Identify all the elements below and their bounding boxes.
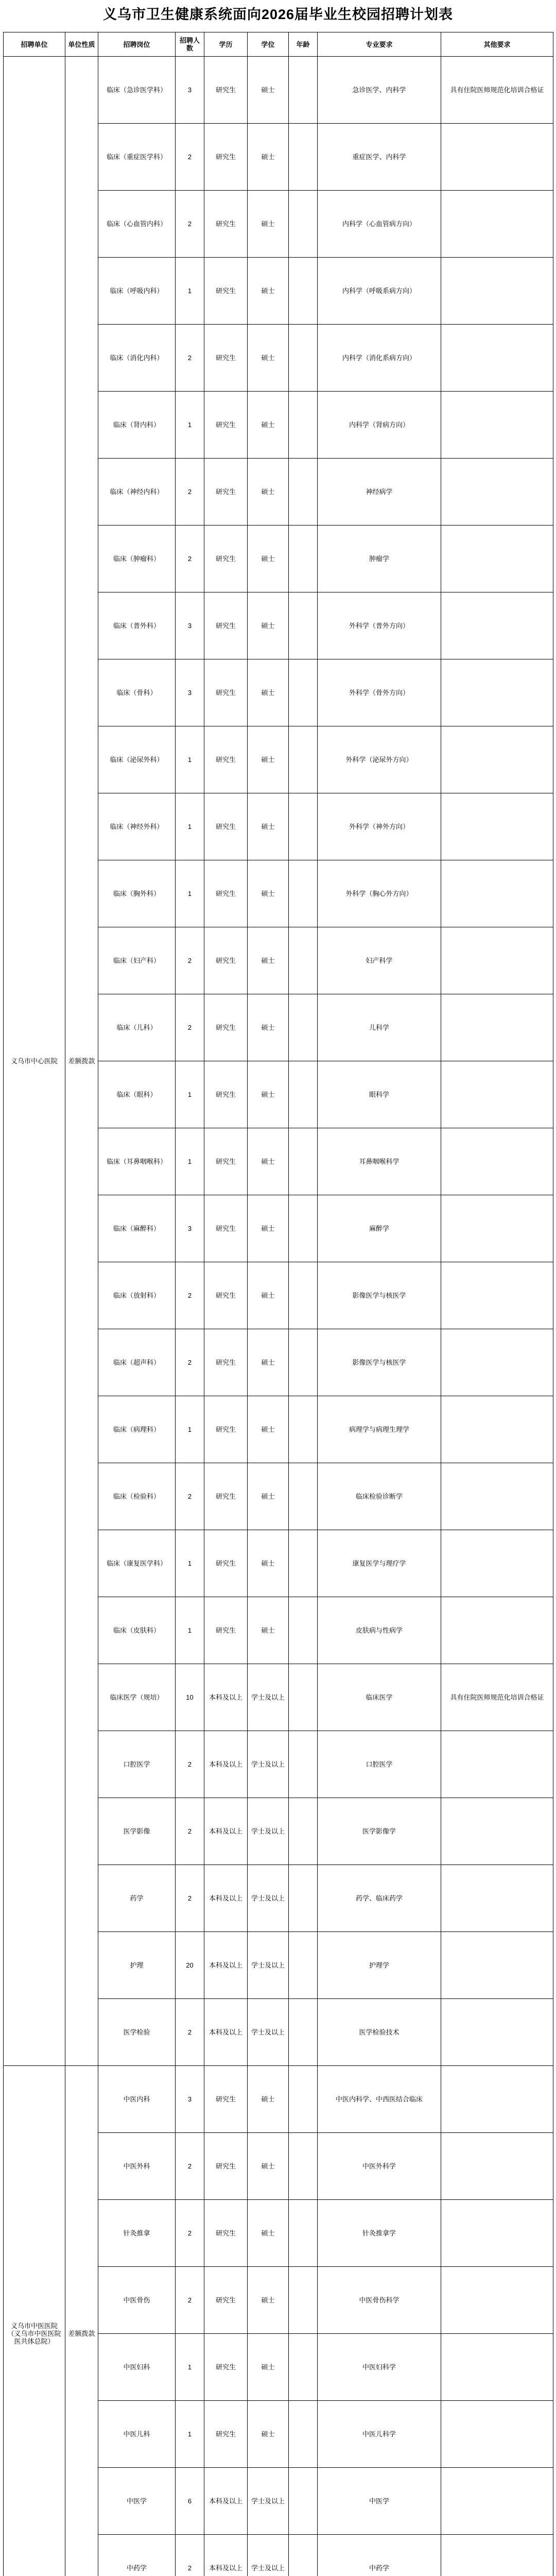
cell-major: 中医妇科学: [318, 2334, 441, 2401]
cell-count: 3: [176, 592, 204, 659]
cell-major: 妇产科学: [318, 927, 441, 994]
header-dept: 招聘岗位: [98, 32, 176, 57]
cell-unit: 义乌市中医医院（义乌市中医医院医共体总院）: [4, 2066, 65, 2576]
cell-edu: 本科及以上: [204, 1664, 248, 1731]
table-row: [4, 2066, 553, 2133]
header-unit: 招聘单位: [4, 32, 65, 57]
cell-req: [441, 2133, 553, 2200]
cell-edu: 研究生: [204, 1597, 248, 1664]
cell-major: 临床检验诊断学: [318, 1463, 441, 1530]
cell-degree: 硕士: [248, 1396, 289, 1463]
cell-edu: 研究生: [204, 191, 248, 258]
cell-count: 1: [176, 258, 204, 325]
cell-post: 中医妇科: [98, 2334, 176, 2401]
cell-degree: 学士及以上: [248, 1932, 289, 1999]
cell-degree: 硕士: [248, 191, 289, 258]
cell-degree: 硕士: [248, 2267, 289, 2334]
cell-edu: 研究生: [204, 459, 248, 526]
cell-edu: 研究生: [204, 793, 248, 860]
cell-age: [289, 2401, 318, 2468]
cell-count: 2: [176, 191, 204, 258]
cell-edu: 本科及以上: [204, 1932, 248, 1999]
cell-major: 药学、临床药学: [318, 1865, 441, 1932]
cell-edu: 研究生: [204, 1128, 248, 1195]
cell-req: [441, 1463, 553, 1530]
cell-major: 急诊医学、内科学: [318, 57, 441, 124]
cell-age: [289, 1128, 318, 1195]
header-other: 其他要求: [441, 32, 553, 57]
cell-age: [289, 2133, 318, 2200]
cell-count: 1: [176, 860, 204, 927]
cell-count: 20: [176, 1932, 204, 1999]
cell-post: 护理: [98, 1932, 176, 1999]
cell-req: [441, 2066, 553, 2133]
cell-edu: 研究生: [204, 2334, 248, 2401]
cell-unit-type: 差额拨款: [65, 57, 98, 2066]
cell-count: 2: [176, 1999, 204, 2066]
cell-age: [289, 325, 318, 392]
cell-major: 中医学: [318, 2468, 441, 2535]
cell-post: 临床（神经内科）: [98, 459, 176, 526]
cell-post: 临床（肿瘤科）: [98, 526, 176, 592]
cell-major: 护理学: [318, 1932, 441, 1999]
cell-edu: 研究生: [204, 592, 248, 659]
cell-unit-type: 差额拨款: [65, 2066, 98, 2576]
cell-age: [289, 2334, 318, 2401]
cell-req: [441, 927, 553, 994]
cell-count: 1: [176, 2334, 204, 2401]
cell-age: [289, 2066, 318, 2133]
cell-req: [441, 1128, 553, 1195]
cell-count: 2: [176, 2267, 204, 2334]
cell-major: 儿科学: [318, 994, 441, 1061]
cell-degree: 硕士: [248, 860, 289, 927]
cell-degree: 硕士: [248, 1463, 289, 1530]
cell-major: 医学检验技术: [318, 1999, 441, 2066]
cell-req: [441, 1932, 553, 1999]
cell-edu: 研究生: [204, 1329, 248, 1396]
cell-req: [441, 1195, 553, 1262]
cell-req: [441, 1798, 553, 1865]
cell-age: [289, 659, 318, 726]
cell-age: [289, 191, 318, 258]
cell-age: [289, 2468, 318, 2535]
cell-req: [441, 2468, 553, 2535]
cell-age: [289, 1664, 318, 1731]
cell-req: [441, 793, 553, 860]
cell-major: 耳鼻咽喉科学: [318, 1128, 441, 1195]
cell-major: 肿瘤学: [318, 526, 441, 592]
cell-count: 2: [176, 2535, 204, 2576]
cell-count: 1: [176, 2401, 204, 2468]
cell-major: 外科学（普外方向）: [318, 592, 441, 659]
cell-post: 口腔医学: [98, 1731, 176, 1798]
cell-post: 临床（骨科）: [98, 659, 176, 726]
cell-age: [289, 392, 318, 459]
cell-major: 影像医学与核医学: [318, 1329, 441, 1396]
cell-count: 2: [176, 124, 204, 191]
cell-req: [441, 994, 553, 1061]
cell-age: [289, 2200, 318, 2267]
cell-req: [441, 1865, 553, 1932]
cell-req: 具有住院医师规范化培训合格证: [441, 57, 553, 124]
cell-count: 3: [176, 1195, 204, 1262]
cell-count: 2: [176, 459, 204, 526]
cell-major: 临床医学: [318, 1664, 441, 1731]
cell-post: 临床（妇产科）: [98, 927, 176, 994]
cell-degree: 硕士: [248, 526, 289, 592]
cell-major: 内科学（肾病方向）: [318, 392, 441, 459]
cell-req: [441, 459, 553, 526]
cell-req: [441, 2200, 553, 2267]
cell-age: [289, 1262, 318, 1329]
header-major: 专业要求: [318, 32, 441, 57]
cell-post: 临床（儿科）: [98, 994, 176, 1061]
cell-degree: 学士及以上: [248, 2535, 289, 2576]
cell-degree: 硕士: [248, 2066, 289, 2133]
cell-edu: 本科及以上: [204, 2535, 248, 2576]
cell-req: [441, 191, 553, 258]
cell-degree: 硕士: [248, 1061, 289, 1128]
cell-post: 医学检验: [98, 1999, 176, 2066]
cell-age: [289, 1061, 318, 1128]
cell-count: 1: [176, 1530, 204, 1597]
cell-degree: 硕士: [248, 726, 289, 793]
cell-age: [289, 1396, 318, 1463]
cell-post: 临床（泌尿外科）: [98, 726, 176, 793]
cell-major: 针灸推拿学: [318, 2200, 441, 2267]
cell-req: [441, 1262, 553, 1329]
cell-edu: 研究生: [204, 860, 248, 927]
cell-post: 临床（放射科）: [98, 1262, 176, 1329]
cell-major: 内科学（心血管病方向）: [318, 191, 441, 258]
cell-degree: 硕士: [248, 659, 289, 726]
cell-req: [441, 392, 553, 459]
cell-req: [441, 726, 553, 793]
table-body: [4, 57, 553, 2576]
cell-post: 中医外科: [98, 2133, 176, 2200]
cell-degree: 硕士: [248, 124, 289, 191]
cell-degree: 硕士: [248, 1530, 289, 1597]
cell-req: [441, 526, 553, 592]
cell-req: [441, 1999, 553, 2066]
cell-count: 3: [176, 57, 204, 124]
cell-age: [289, 1999, 318, 2066]
cell-req: [441, 2267, 553, 2334]
cell-degree: 硕士: [248, 2200, 289, 2267]
cell-edu: 研究生: [204, 1463, 248, 1530]
cell-post: 临床（心血管内科）: [98, 191, 176, 258]
cell-count: 1: [176, 1061, 204, 1128]
cell-post: 临床（消化内科）: [98, 325, 176, 392]
cell-count: 2: [176, 1865, 204, 1932]
cell-count: 10: [176, 1664, 204, 1731]
cell-edu: 研究生: [204, 927, 248, 994]
header-type: 单位性质: [65, 32, 98, 57]
cell-major: 影像医学与核医学: [318, 1262, 441, 1329]
header-edu: 学历: [204, 32, 248, 57]
cell-post: 中医学: [98, 2468, 176, 2535]
cell-degree: 学士及以上: [248, 1865, 289, 1932]
cell-req: [441, 1530, 553, 1597]
cell-edu: 研究生: [204, 994, 248, 1061]
cell-edu: 本科及以上: [204, 2468, 248, 2535]
cell-edu: 研究生: [204, 258, 248, 325]
cell-age: [289, 526, 318, 592]
cell-degree: 硕士: [248, 1597, 289, 1664]
header-age: 年龄: [289, 32, 318, 57]
cell-age: [289, 994, 318, 1061]
cell-edu: 研究生: [204, 659, 248, 726]
cell-major: 中医儿科学: [318, 2401, 441, 2468]
cell-count: 2: [176, 1731, 204, 1798]
cell-age: [289, 1798, 318, 1865]
cell-count: 2: [176, 927, 204, 994]
cell-edu: 研究生: [204, 526, 248, 592]
cell-major: 神经病学: [318, 459, 441, 526]
cell-req: [441, 2401, 553, 2468]
cell-degree: 硕士: [248, 793, 289, 860]
cell-age: [289, 2535, 318, 2576]
cell-edu: 研究生: [204, 726, 248, 793]
cell-post: 临床（普外科）: [98, 592, 176, 659]
cell-count: 1: [176, 726, 204, 793]
cell-degree: 硕士: [248, 1329, 289, 1396]
cell-major: 康复医学与理疗学: [318, 1530, 441, 1597]
cell-major: 口腔医学: [318, 1731, 441, 1798]
cell-count: 3: [176, 659, 204, 726]
cell-edu: 本科及以上: [204, 1731, 248, 1798]
cell-post: 临床（病理科）: [98, 1396, 176, 1463]
cell-edu: 研究生: [204, 57, 248, 124]
cell-degree: 硕士: [248, 57, 289, 124]
cell-post: 医学影像: [98, 1798, 176, 1865]
cell-count: 2: [176, 994, 204, 1061]
cell-degree: 硕士: [248, 1195, 289, 1262]
cell-post: 临床（超声科）: [98, 1329, 176, 1396]
cell-age: [289, 1932, 318, 1999]
cell-major: 外科学（神外方向）: [318, 793, 441, 860]
cell-degree: 硕士: [248, 1128, 289, 1195]
cell-age: [289, 1865, 318, 1932]
cell-degree: 硕士: [248, 325, 289, 392]
cell-req: [441, 124, 553, 191]
cell-age: [289, 459, 318, 526]
cell-count: 2: [176, 1463, 204, 1530]
cell-edu: 研究生: [204, 2267, 248, 2334]
cell-age: [289, 1195, 318, 1262]
cell-age: [289, 1597, 318, 1664]
cell-post: 临床（神经外科）: [98, 793, 176, 860]
cell-age: [289, 927, 318, 994]
cell-post: 临床（呼吸内科）: [98, 258, 176, 325]
cell-age: [289, 592, 318, 659]
table-header-row: [4, 32, 553, 57]
cell-degree: 硕士: [248, 392, 289, 459]
cell-req: [441, 2334, 553, 2401]
cell-post: 临床（检验科）: [98, 1463, 176, 1530]
cell-req: [441, 860, 553, 927]
cell-req: [441, 592, 553, 659]
cell-major: 皮肤病与性病学: [318, 1597, 441, 1664]
cell-post: 中药学: [98, 2535, 176, 2576]
cell-degree: 硕士: [248, 1262, 289, 1329]
cell-age: [289, 793, 318, 860]
cell-degree: 硕士: [248, 2334, 289, 2401]
cell-post: 临床（康复医学科）: [98, 1530, 176, 1597]
cell-major: 中医骨伤科学: [318, 2267, 441, 2334]
cell-count: 2: [176, 1798, 204, 1865]
page-title: 义乌市卫生健康系统面向2026届毕业生校园招聘计划表: [102, 7, 454, 22]
cell-unit: 义乌市中心医院: [4, 57, 65, 2066]
cell-major: 内科学（消化系病方向）: [318, 325, 441, 392]
cell-degree: 学士及以上: [248, 1731, 289, 1798]
cell-edu: 研究生: [204, 2401, 248, 2468]
cell-degree: 硕士: [248, 927, 289, 994]
cell-post: 临床（重症医学科）: [98, 124, 176, 191]
cell-count: 1: [176, 392, 204, 459]
cell-post: 临床（麻醉科）: [98, 1195, 176, 1262]
cell-major: 外科学（泌尿外方向）: [318, 726, 441, 793]
cell-major: 病理学与病理生理学: [318, 1396, 441, 1463]
cell-age: [289, 258, 318, 325]
cell-degree: 硕士: [248, 592, 289, 659]
cell-major: 外科学（胸心外方向）: [318, 860, 441, 927]
cell-age: [289, 124, 318, 191]
cell-count: 2: [176, 325, 204, 392]
cell-age: [289, 1329, 318, 1396]
cell-major: 中医内科学、中西医结合临床: [318, 2066, 441, 2133]
cell-age: [289, 1530, 318, 1597]
cell-count: 1: [176, 1128, 204, 1195]
cell-edu: 本科及以上: [204, 1865, 248, 1932]
cell-post: 临床（急诊医学科）: [98, 57, 176, 124]
cell-post: 临床医学（规培）: [98, 1664, 176, 1731]
cell-post: 中医内科: [98, 2066, 176, 2133]
cell-count: 1: [176, 1396, 204, 1463]
cell-age: [289, 2267, 318, 2334]
cell-req: [441, 1597, 553, 1664]
cell-edu: 研究生: [204, 2133, 248, 2200]
cell-edu: 研究生: [204, 1396, 248, 1463]
cell-post: 针灸推拿: [98, 2200, 176, 2267]
cell-count: 6: [176, 2468, 204, 2535]
cell-degree: 学士及以上: [248, 1664, 289, 1731]
cell-req: [441, 1731, 553, 1798]
cell-edu: 研究生: [204, 1530, 248, 1597]
cell-edu: 研究生: [204, 124, 248, 191]
cell-req: [441, 1396, 553, 1463]
cell-count: 2: [176, 2200, 204, 2267]
cell-count: 1: [176, 793, 204, 860]
cell-count: 2: [176, 1329, 204, 1396]
cell-major: 医学影像学: [318, 1798, 441, 1865]
cell-edu: 研究生: [204, 2200, 248, 2267]
cell-req: [441, 1329, 553, 1396]
cell-post: 临床（胸外科）: [98, 860, 176, 927]
cell-degree: 硕士: [248, 2133, 289, 2200]
header-degree: 学位: [248, 32, 289, 57]
cell-degree: 学士及以上: [248, 1999, 289, 2066]
cell-major: 麻醉学: [318, 1195, 441, 1262]
cell-post: 药学: [98, 1865, 176, 1932]
cell-major: 内科学（呼吸系病方向）: [318, 258, 441, 325]
cell-degree: 硕士: [248, 994, 289, 1061]
cell-count: 2: [176, 1262, 204, 1329]
cell-edu: 研究生: [204, 1061, 248, 1128]
cell-edu: 研究生: [204, 1195, 248, 1262]
table-row: [4, 57, 553, 124]
cell-major: 重症医学、内科学: [318, 124, 441, 191]
cell-degree: 学士及以上: [248, 2468, 289, 2535]
cell-count: 2: [176, 2133, 204, 2200]
header-count: 招聘人数: [176, 32, 204, 57]
cell-count: 3: [176, 2066, 204, 2133]
cell-age: [289, 726, 318, 793]
cell-degree: 硕士: [248, 2401, 289, 2468]
cell-age: [289, 860, 318, 927]
cell-count: 2: [176, 526, 204, 592]
cell-age: [289, 57, 318, 124]
cell-edu: 研究生: [204, 325, 248, 392]
cell-edu: 研究生: [204, 1262, 248, 1329]
cell-major: 中医外科学: [318, 2133, 441, 2200]
cell-edu: 研究生: [204, 2066, 248, 2133]
cell-edu: 本科及以上: [204, 1999, 248, 2066]
recruitment-table: [3, 32, 553, 2576]
cell-degree: 硕士: [248, 258, 289, 325]
cell-req: [441, 258, 553, 325]
cell-major: 外科学（骨外方向）: [318, 659, 441, 726]
cell-post: 临床（皮肤科）: [98, 1597, 176, 1664]
cell-post: 中医儿科: [98, 2401, 176, 2468]
cell-age: [289, 1463, 318, 1530]
cell-degree: 学士及以上: [248, 1798, 289, 1865]
cell-major: 眼科学: [318, 1061, 441, 1128]
cell-edu: 研究生: [204, 392, 248, 459]
cell-post: 临床（肾内科）: [98, 392, 176, 459]
cell-req: 具有住院医师规范化培训合格证: [441, 1664, 553, 1731]
cell-req: [441, 659, 553, 726]
cell-degree: 硕士: [248, 459, 289, 526]
cell-post: 临床（眼科）: [98, 1061, 176, 1128]
cell-post: 中医骨伤: [98, 2267, 176, 2334]
cell-major: 中药学: [318, 2535, 441, 2576]
cell-req: [441, 1061, 553, 1128]
cell-edu: 本科及以上: [204, 1798, 248, 1865]
cell-req: [441, 2535, 553, 2576]
cell-count: 1: [176, 1597, 204, 1664]
cell-req: [441, 325, 553, 392]
cell-age: [289, 1731, 318, 1798]
cell-post: 临床（耳鼻咽喉科）: [98, 1128, 176, 1195]
